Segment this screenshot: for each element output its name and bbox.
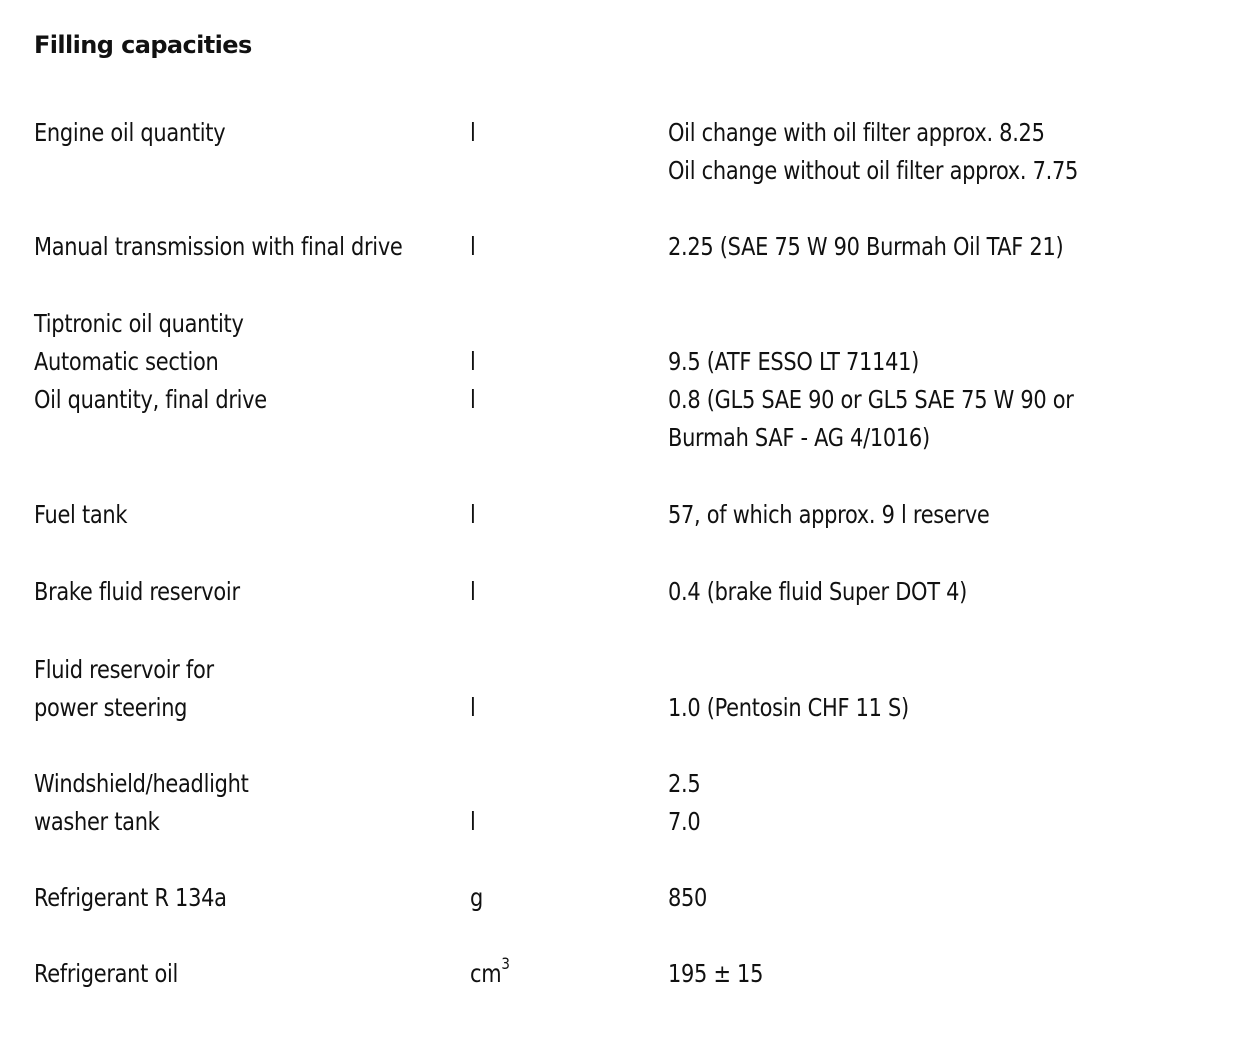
row-washer-tank-label-line-2: washer tank — [34, 807, 160, 836]
row-refrigerant-value: 850 — [668, 883, 708, 912]
row-automatic-section-label: Automatic section — [34, 347, 219, 376]
row-refrigerant-label: Refrigerant R 134a — [34, 883, 227, 912]
row-power-steering-unit: l — [470, 693, 476, 722]
row-automatic-section-unit: l — [470, 347, 476, 376]
row-washer-tank-unit: l — [470, 807, 476, 836]
row-refrigerant-unit: g — [470, 883, 484, 912]
row-fuel-tank-label: Fuel tank — [34, 500, 128, 529]
row-refrigerant-oil-unit — [470, 955, 510, 993]
row-final-drive-value-line-1: 0.8 (GL5 SAE 90 or GL5 SAE 75 W 90 or — [668, 385, 1074, 414]
row-brake-fluid-unit: l — [470, 577, 476, 606]
row-manual-transmission-value: 2.25 (SAE 75 W 90 Burmah Oil TAF 21) — [668, 232, 1064, 261]
row-final-drive-label: Oil quantity, final drive — [34, 385, 267, 414]
row-manual-transmission-unit: l — [470, 232, 476, 261]
row-fuel-tank-value: 57, of which approx. 9 l reserve — [668, 500, 990, 529]
row-engine-oil-unit: l — [470, 118, 476, 147]
row-washer-tank-value-line-1: 2.5 — [668, 769, 701, 798]
row-brake-fluid-value: 0.4 (brake fluid Super DOT 4) — [668, 577, 968, 606]
row-final-drive-value-line-2: Burmah SAF - AG 4/1016) — [668, 423, 930, 452]
row-power-steering-value: 1.0 (Pentosin CHF 11 S) — [668, 693, 909, 722]
row-engine-oil-value-line-1: Oil change with oil filter approx. 8.25 — [668, 118, 1045, 147]
row-automatic-section-value: 9.5 (ATF ESSO LT 71141) — [668, 347, 920, 376]
unit-superscript: 3 — [501, 953, 510, 973]
row-brake-fluid-label: Brake fluid reservoir — [34, 577, 240, 606]
row-engine-oil-label: Engine oil quantity — [34, 118, 226, 147]
row-fuel-tank-unit: l — [470, 500, 476, 529]
row-tiptronic-heading: Tiptronic oil quantity — [34, 309, 244, 338]
row-engine-oil-value-line-2: Oil change without oil filter approx. 7.75 — [668, 156, 1079, 185]
row-power-steering-label-line-1: Fluid reservoir for — [34, 655, 214, 684]
row-final-drive-unit: l — [470, 385, 476, 414]
row-refrigerant-oil-label: Refrigerant oil — [34, 959, 179, 988]
row-manual-transmission-label: Manual transmission with final drive — [34, 232, 403, 261]
row-washer-tank-value-line-2: 7.0 — [668, 807, 701, 836]
row-power-steering-label-line-2: power steering — [34, 693, 188, 722]
row-washer-tank-label-line-1: Windshield/headlight — [34, 769, 249, 798]
row-refrigerant-oil-value: 195 ± 15 — [668, 959, 764, 988]
page-title: Filling capacities — [34, 31, 252, 59]
unit-base: cm — [470, 959, 502, 988]
